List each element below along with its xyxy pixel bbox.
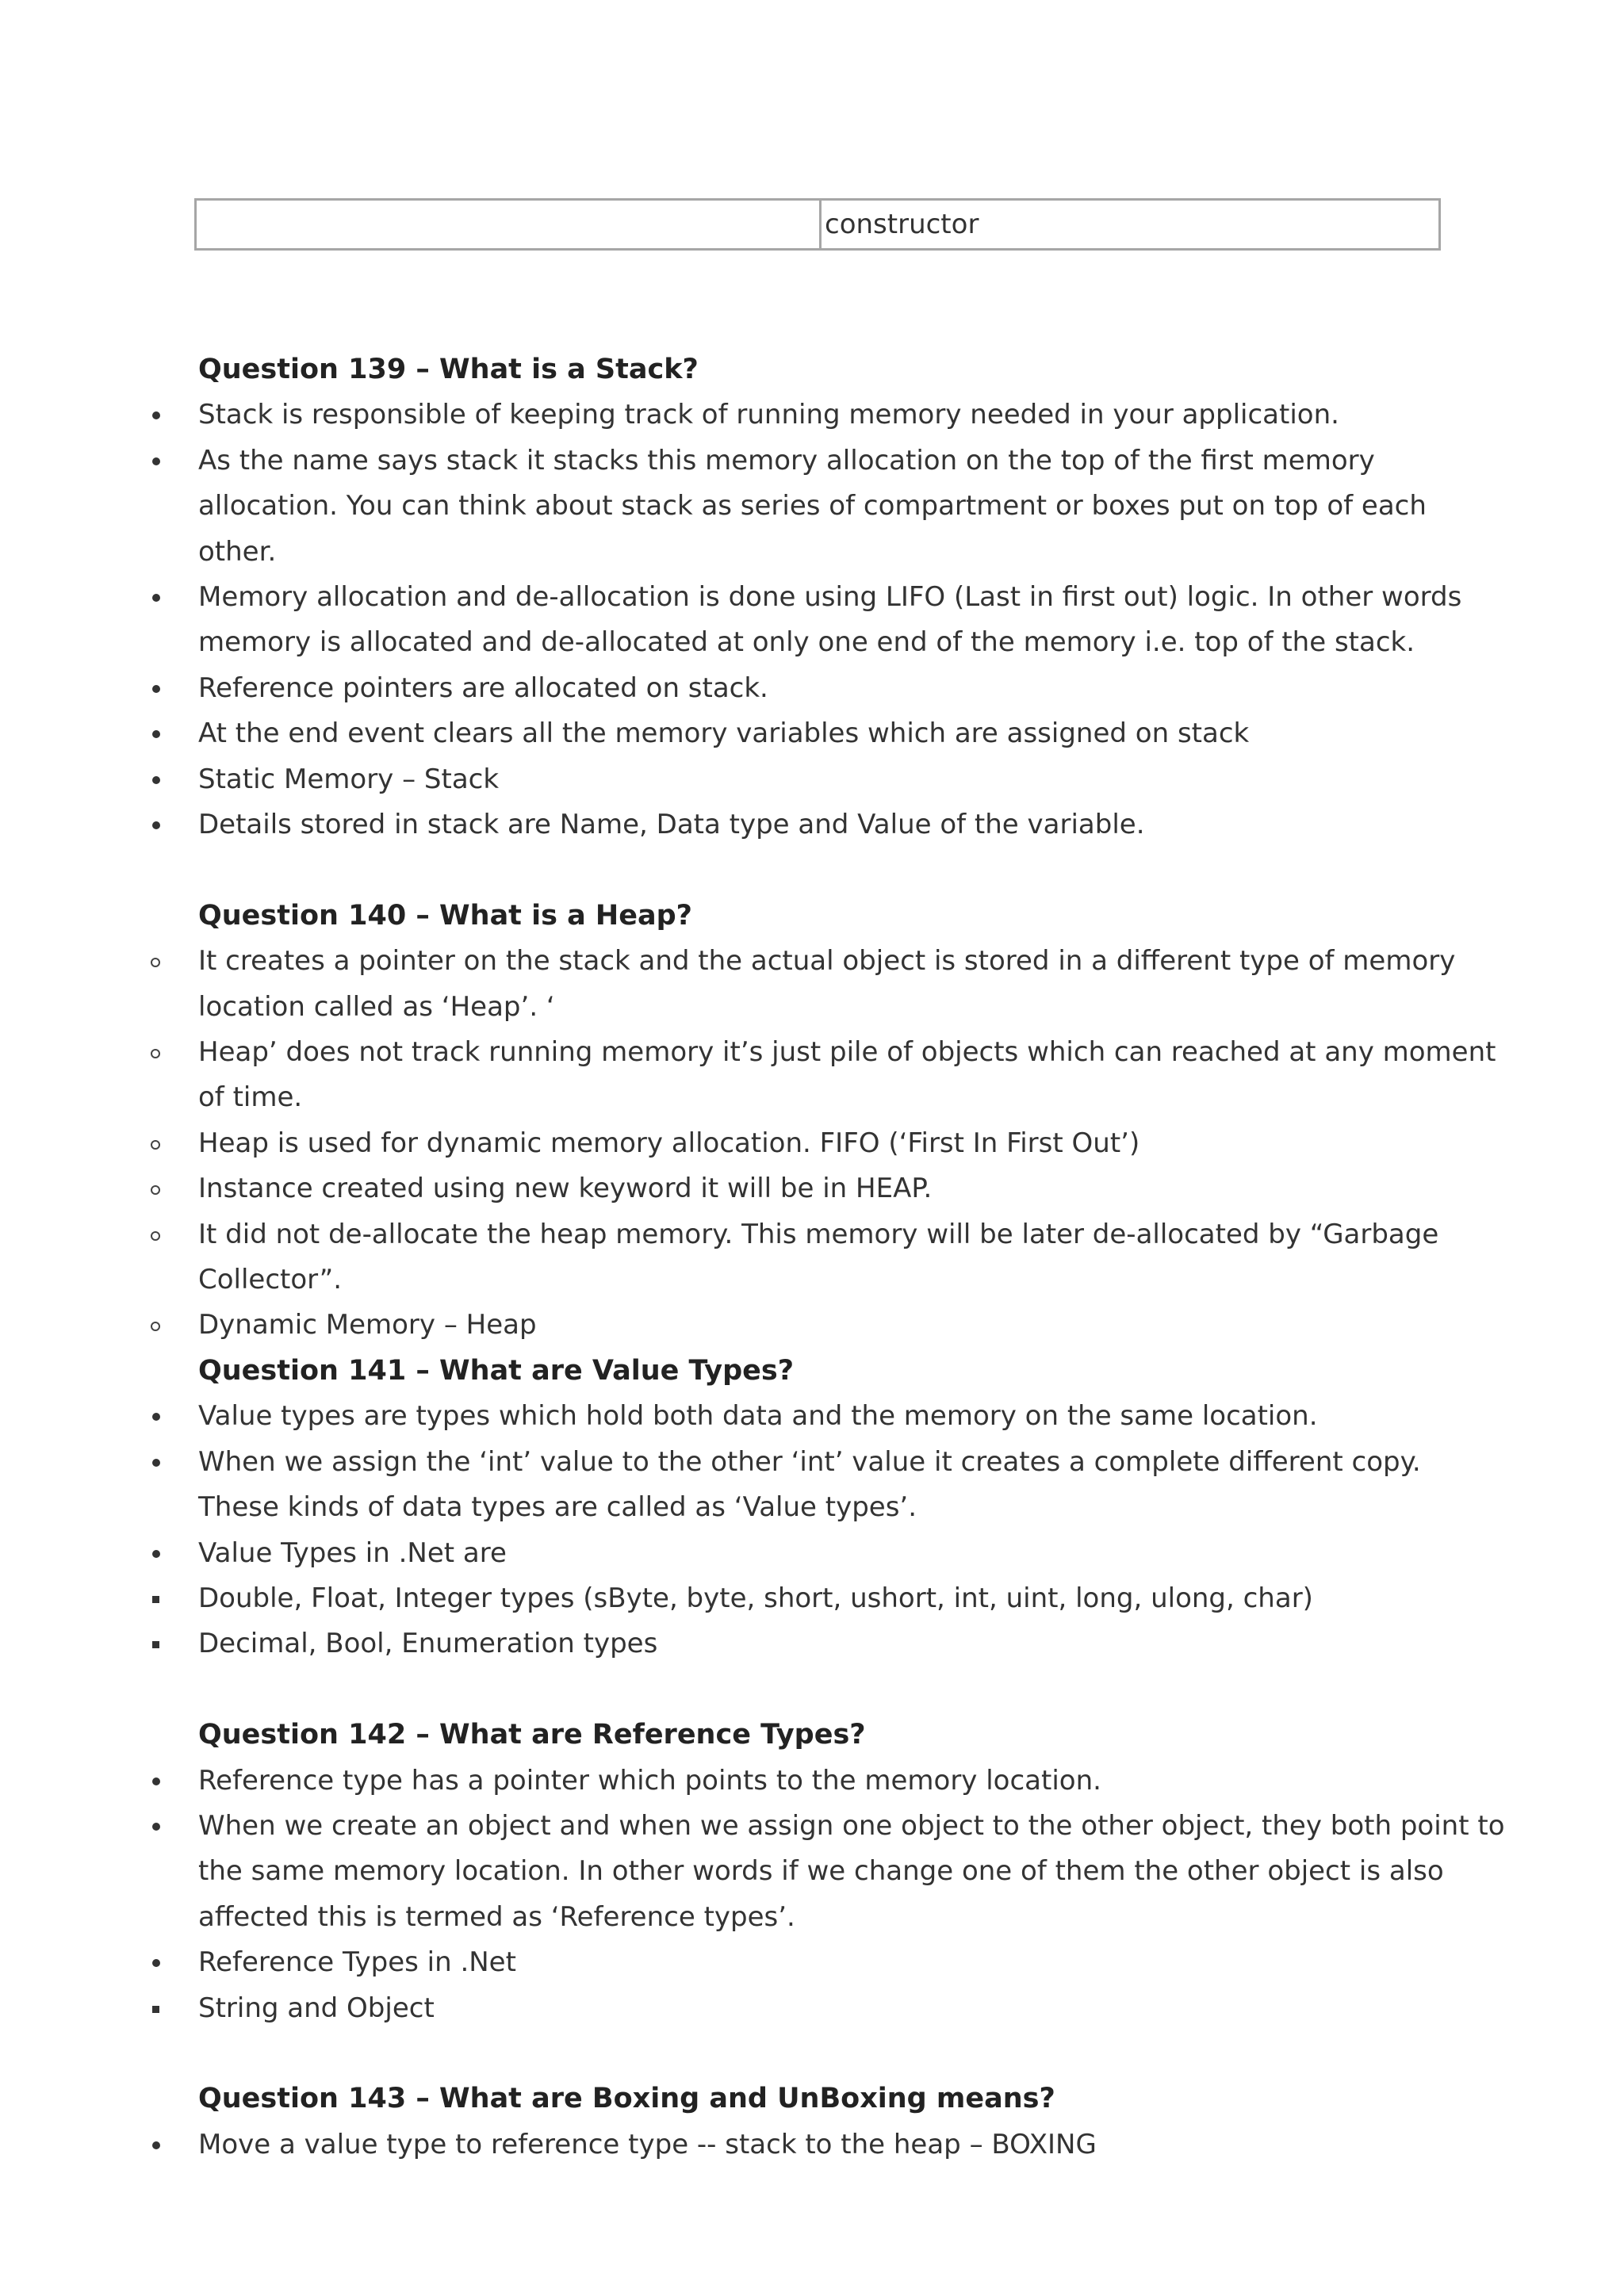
list-item-text: Heap is used for dynamic memory allocation. FIFO (‘First In First Out’) [198, 1127, 1140, 1159]
list-item [0, 1212, 1624, 1303]
list-item-text: Heap’ does not track running memory it’s just pile of objects which can reached at any moment of time. [198, 1036, 1496, 1114]
bullet-circle-icon [147, 1303, 167, 1348]
list-item [0, 575, 1624, 666]
list-item-text: Reference type has a pointer which points to the memory location. [198, 1764, 1101, 1797]
list-item-text: At the end event clears all the memory variables which are assigned on stack [198, 718, 1250, 750]
bullet-circle-icon [147, 939, 167, 984]
question-heading: Question 142 – What are Reference Types? [198, 1719, 866, 1751]
list-item-text: Stack is responsible of keeping track of running memory needed in your application. [198, 399, 1339, 431]
list-item-text: It did not de-allocate the heap memory. This memory will be later de-allocated by “Garbage Collector”. [198, 1218, 1439, 1296]
bullet-disc-icon [147, 666, 167, 711]
list-item-text: When we assign the ‘int’ value to the other ‘int’ value it creates a complete different copy. These kinds of data types are called as ‘Value types’. [198, 1445, 1421, 1524]
bullet-circle-icon [147, 1212, 167, 1257]
bullet-list [0, 392, 1624, 848]
question-heading: Question 139 – What is a Stack? [198, 354, 699, 385]
bullet-square-icon [147, 1576, 167, 1621]
list-item [0, 802, 1624, 848]
bullet-disc-icon [147, 757, 167, 802]
list-item [0, 1303, 1624, 1348]
list-item-text: As the name says stack it stacks this memory allocation on the top of the first memory allocation. You can think about stack as series of compartment or boxes put on top of each other. [198, 444, 1427, 568]
list-item-text: Reference Types in .Net [198, 1946, 516, 1979]
table-cell-right: constructor [825, 209, 979, 240]
list-item-text: Dynamic Memory – Heap [198, 1309, 537, 1341]
section-q140 [0, 894, 1624, 1349]
list-item-text: It creates a pointer on the stack and the actual object is stored in a different type of memory location called as ‘Heap’. ‘ [198, 945, 1456, 1023]
list-item [0, 1030, 1624, 1121]
list-item [0, 1804, 1624, 1940]
list-item [0, 757, 1624, 802]
bullet-disc-icon [147, 438, 167, 484]
list-item-text: When we create an object and when we assign one object to the other object, they both point to the same memory location. In other words if we change one of them the other object is also affected this is termed as ‘Reference types’. [198, 1809, 1505, 1933]
spacer [0, 2031, 1624, 2076]
list-item [0, 711, 1624, 756]
question-heading: Question 143 – What are Boxing and UnBoxing means? [198, 2083, 1055, 2115]
list-item [0, 1166, 1624, 1211]
list-item-text: Value types are types which hold both data and the memory on the same location. [198, 1400, 1318, 1433]
list-item-text: String and Object [198, 1992, 435, 2024]
bullet-circle-icon [147, 1166, 167, 1211]
bullet-list [0, 1394, 1624, 1667]
list-item [0, 438, 1624, 575]
list-item [0, 1394, 1624, 1439]
bullet-circle-icon [147, 1121, 167, 1166]
bullet-disc-icon [147, 1940, 167, 1985]
bullet-list [0, 939, 1624, 1349]
list-item-text: Instance created using new keyword it will be in HEAP. [198, 1173, 933, 1205]
bullet-disc-icon [147, 1758, 167, 1804]
spacer [0, 1667, 1624, 1712]
list-item [0, 1621, 1624, 1667]
section-q139 [0, 347, 1624, 848]
section-q142 [0, 1712, 1624, 2031]
list-item [0, 1440, 1624, 1531]
section-q143 [0, 2076, 1624, 2168]
list-item [0, 1986, 1624, 2031]
list-item-text: Static Memory – Stack [198, 763, 500, 795]
list-item-text: Value Types in .Net are [198, 1536, 507, 1569]
list-item-text: Memory allocation and de-allocation is done using LIFO (Last in first out) logic. In other words memory is allocated and de-allocated at only one end of the memory i.e. top of the stack. [198, 581, 1462, 659]
bullet-circle-icon [147, 1030, 167, 1075]
document-content [0, 347, 1624, 2168]
section-q141 [0, 1349, 1624, 1667]
list-item-text: Double, Float, Integer types (sByte, byte, short, ushort, int, uint, long, ulong, char) [198, 1582, 1313, 1614]
bullet-list [0, 1758, 1624, 2031]
list-item-text: Move a value type to reference type -- stack to the heap – BOXING [198, 2128, 1097, 2160]
bullet-disc-icon [147, 1804, 167, 1849]
list-item [0, 1121, 1624, 1166]
list-item [0, 2122, 1624, 2168]
bullet-disc-icon [147, 575, 167, 620]
list-item [0, 939, 1624, 1030]
list-item [0, 1758, 1624, 1804]
question-heading: Question 140 – What is a Heap? [198, 899, 692, 932]
list-item-text: Details stored in stack are Name, Data type and Value of the variable. [198, 809, 1145, 841]
list-item [0, 392, 1624, 438]
list-item [0, 666, 1624, 711]
bullet-list [0, 2122, 1624, 2168]
list-item [0, 1531, 1624, 1576]
bullet-disc-icon [147, 1440, 167, 1485]
bullet-square-icon [147, 1621, 167, 1667]
table-cell-left [197, 201, 822, 248]
bullet-disc-icon [147, 392, 167, 438]
question-heading: Question 141 – What are Value Types? [198, 1354, 794, 1387]
bullet-disc-icon [147, 711, 167, 756]
bullet-square-icon [147, 1986, 167, 2031]
list-item [0, 1940, 1624, 1985]
bullet-disc-icon [147, 2122, 167, 2168]
table-fragment [194, 198, 1441, 251]
bullet-disc-icon [147, 1531, 167, 1576]
list-item-text: Decimal, Bool, Enumeration types [198, 1628, 658, 1660]
bullet-disc-icon [147, 802, 167, 848]
list-item [0, 1576, 1624, 1621]
list-item-text: Reference pointers are allocated on stack. [198, 672, 768, 704]
bullet-disc-icon [147, 1394, 167, 1439]
spacer [0, 848, 1624, 893]
